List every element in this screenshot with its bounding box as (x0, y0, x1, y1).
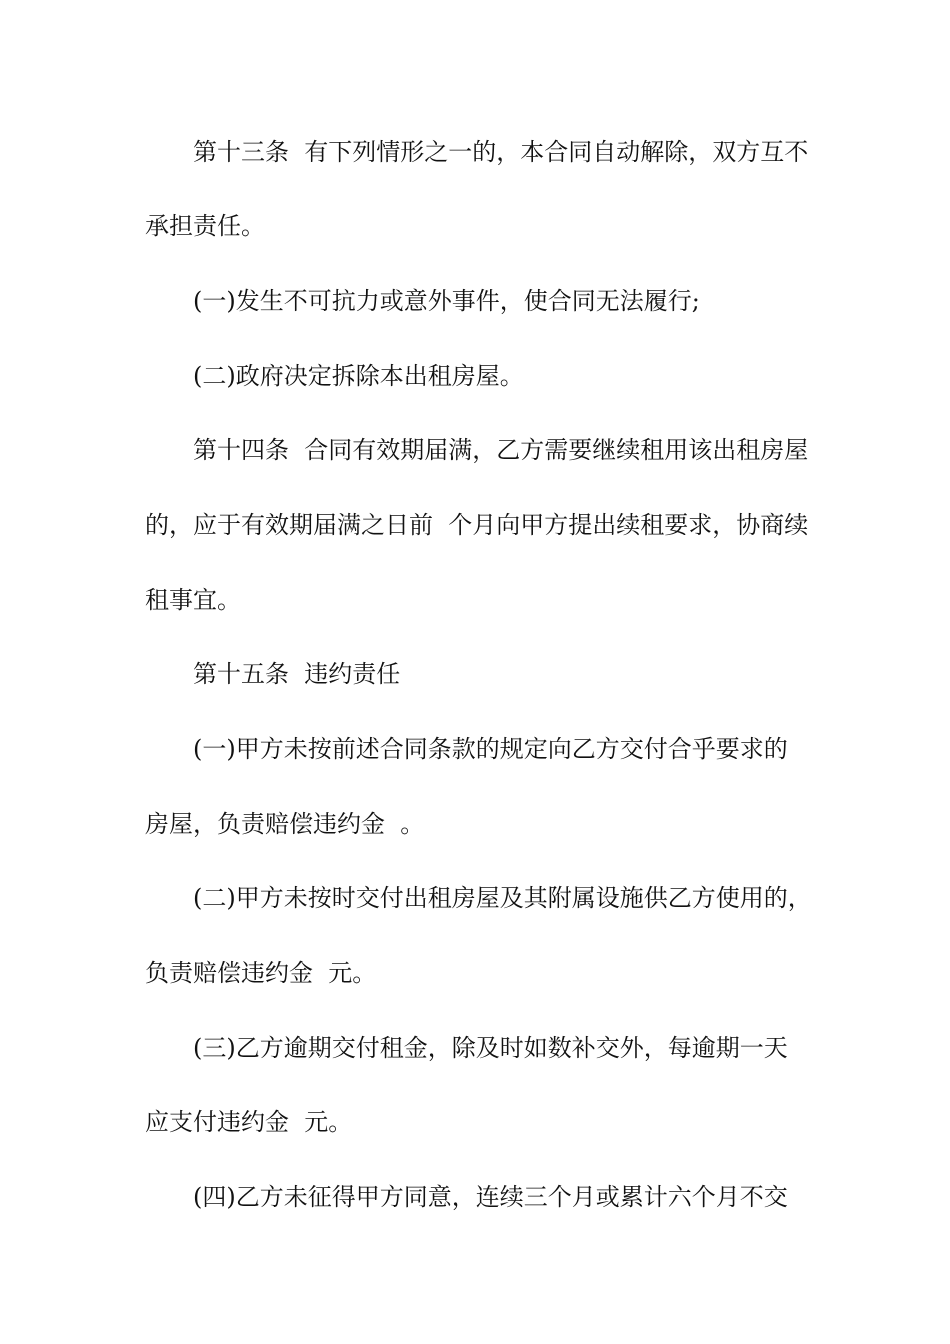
article-15-heading: 第十五条 违约责任 (193, 660, 401, 688)
article-15-item-1-continuation: 房屋，负责赔偿违约金 。 (145, 810, 425, 838)
article-15-item-1: (一)甲方未按前述合同条款的规定向乙方交付合乎要求的 (193, 735, 788, 763)
article-13-continuation: 承担责任。 (145, 212, 265, 240)
article-14-continuation-2: 租事宜。 (145, 586, 241, 614)
article-14-heading: 第十四条 合同有效期届满，乙方需要继续租用该出租房屋 (193, 436, 809, 464)
article-15-item-2: (二)甲方未按时交付出租房屋及其附属设施供乙方使用的， (193, 884, 812, 912)
article-15-item-3-continuation: 应支付违约金 元。 (145, 1108, 353, 1136)
article-13-item-1: (一)发生不可抗力或意外事件，使合同无法履行; (193, 287, 700, 315)
article-15-item-3: (三)乙方逾期交付租金，除及时如数补交外，每逾期一天 (193, 1034, 788, 1062)
article-15-item-2-continuation: 负责赔偿违约金 元。 (145, 959, 377, 987)
article-13-heading: 第十三条 有下列情形之一的，本合同自动解除，双方互不 (193, 138, 809, 166)
article-13-item-2: (二)政府决定拆除本出租房屋。 (193, 362, 524, 390)
article-15-item-4: (四)乙方未征得甲方同意，连续三个月或累计六个月不交 (193, 1183, 788, 1211)
article-14-continuation-1: 的，应于有效期届满之日前 个月向甲方提出续租要求，协商续 (145, 511, 809, 539)
